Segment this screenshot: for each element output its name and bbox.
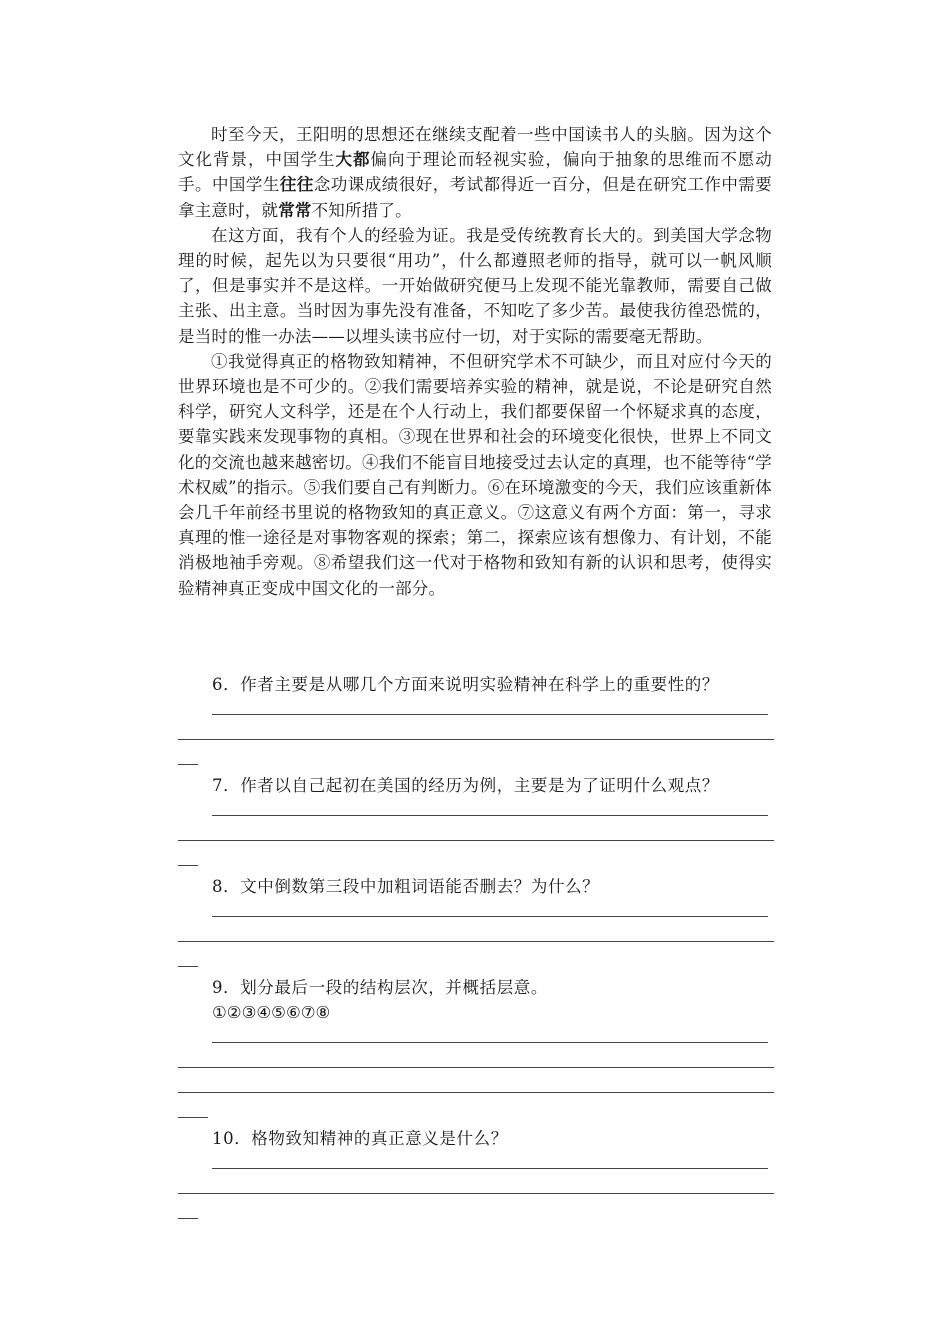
answer-line[interactable]	[178, 1050, 774, 1075]
bold-word-changchang: 常常	[278, 200, 312, 220]
bold-word-dadu: 大都	[335, 150, 371, 170]
answer-line[interactable]	[178, 1176, 774, 1201]
answer-line[interactable]	[178, 697, 774, 722]
paragraph-1-text-d: 不知所措了。	[311, 200, 412, 220]
answer-line[interactable]	[178, 1075, 774, 1100]
paragraph-1-text-c: 念功课成绩很好，考试都得近一百分，但是在研究工作中需要拿主意时，就	[178, 175, 772, 220]
answer-line-stub	[178, 1201, 774, 1227]
question-6: 6．作者主要是从哪几个方面来说明实验精神在科学上的重要性的？	[212, 675, 719, 694]
question-7: 7．作者以自己起初在美国的经历为例，主要是为了证明什么观点？	[212, 776, 719, 795]
paragraph-1-text-a: 时至今天，王阳明的思想还在继续支配着一些中国读书人的头脑。因为这个文化背景，中国学生	[178, 125, 772, 170]
question-9: 9．划分最后一段的结构层次，并概括层意。	[212, 978, 548, 997]
paragraph-3: ①我觉得真正的格物致知精神，不但研究学术不可缺少，而且对应付今天的世界环境也是不可少的。②我们需要培养实验的精神，就是说，不论是研究自然科学，研究人文科学，还是在个人行动上，我们都要保留一个怀疑求真的态度，要靠实践来发现事物的真相。③现在世界和社会的环境变化很快，世界上不同文化的交流也越来越密切。④我们不能盲目地接受过去认定的真理，也不能等待“学术权威”的指示。⑤我们要自己有判断力。⑥在环境激变的今天，我们应该重新体会几千年前经书里说的格物致知的真正意义。⑦这意义有两个方面：第一，寻求真理的惟一途径是对事物客观的探索；第二，探索应该有想像力、有计划，不能消极地袖手旁观。⑧希望我们这一代对于格物和致知有新的认识和思考，使得实验精神真正变成中国文化的一部分。	[178, 351, 772, 598]
paragraph-1-text-b: 偏向于理论而轻视实验，偏向于抽象的思维而不愿动手。中国学生	[178, 150, 773, 195]
paragraph-2: 在这方面，我有个人的经验为证。我是受传统教育长大的。到美国大学念物理的时候，起先以为只要很“用功”，什么都遵照老师的指导，就可以一帆风顺了，但是事实并不是这样。一开始做研究便马上发现不能光靠教师，需要自己做主张、出主意。当时因为事先没有准备，不知吃了多少苦。最使我彷徨恐慌的，是当时的惟一办法——以埋头读书应付一切，对于实际的需要毫无帮助。	[178, 225, 772, 346]
reading-passage	[178, 122, 772, 601]
answer-line-stub	[178, 949, 774, 975]
answer-line[interactable]	[178, 1151, 774, 1176]
answer-line-stub	[178, 747, 774, 773]
answer-line-stub	[178, 1100, 774, 1126]
answer-line[interactable]	[178, 1025, 774, 1050]
answer-line-stub	[178, 848, 774, 874]
answer-line[interactable]	[178, 924, 774, 949]
paragraph-1	[178, 122, 772, 223]
answer-line[interactable]	[178, 899, 774, 924]
answer-line[interactable]	[178, 722, 774, 747]
answer-line[interactable]	[178, 798, 774, 823]
question-section	[178, 672, 774, 1227]
answer-line[interactable]	[178, 823, 774, 848]
question-8: 8．文中倒数第三段中加粗词语能否删去？为什么？	[212, 877, 600, 896]
sentence-number-list: ①②③④⑤⑥⑦⑧	[212, 1003, 331, 1022]
question-10: 10．格物致知精神的真正意义是什么？	[212, 1129, 508, 1148]
bold-word-wangwang: 往往	[279, 175, 314, 195]
